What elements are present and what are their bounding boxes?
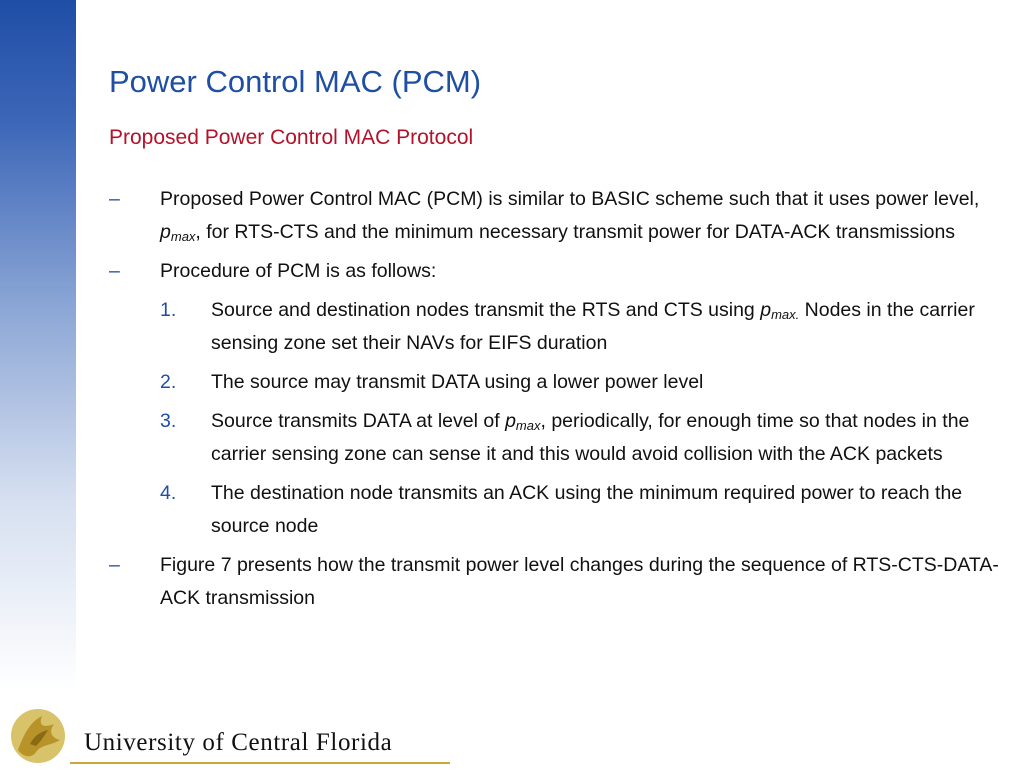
university-wordmark: University of Central Florida xyxy=(84,729,393,756)
pegasus-logo-icon xyxy=(8,706,68,766)
procedure-steps xyxy=(109,294,1004,543)
bullet-dash: – xyxy=(109,554,120,576)
step-item xyxy=(109,477,1004,543)
sidebar-gradient xyxy=(0,0,76,690)
p-max-symbol: $p_{max}$ xyxy=(160,221,196,244)
bullet-text: Proposed Power Control MAC (PCM) is similar to BASIC scheme such that it uses power level, xyxy=(160,188,980,210)
bullet-text: , for RTS-CTS and the minimum necessary transmit power for DATA-ACK transmissions xyxy=(195,221,956,243)
bullet-text: Procedure of PCM is as follows: xyxy=(160,260,437,282)
step-item xyxy=(109,294,1004,360)
step-text: Source transmits DATA at level of xyxy=(211,410,506,432)
slide-title: Power Control MAC (PCM) xyxy=(109,64,482,99)
step-text: The destination node transmits an ACK using the minimum required power to reach the source node xyxy=(211,482,963,537)
p-max-symbol: $p_{max}$ xyxy=(505,410,541,433)
bullet-dash: – xyxy=(109,260,120,282)
step-number: 3. xyxy=(160,410,177,432)
slide-content xyxy=(109,183,1004,621)
slide-subtitle: Proposed Power Control MAC Protocol xyxy=(109,126,474,149)
step-text: Nodes in the carrier sensing zone set their NAVs for EIFS duration xyxy=(211,299,975,354)
bullet-dash: – xyxy=(109,188,120,210)
step-item xyxy=(109,405,1004,471)
step-number: 4. xyxy=(160,482,177,504)
step-number: 1. xyxy=(160,299,177,321)
bullet-item xyxy=(109,549,1004,615)
step-text: , periodically, for enough time so that nodes in the carrier sensing zone can sense it and this would avoid collision with the ACK packets xyxy=(211,410,970,465)
step-text: Source and destination nodes transmit the RTS and CTS using xyxy=(211,299,761,321)
p-max-symbol: $p_{max.}$ xyxy=(760,299,800,322)
bullet-item xyxy=(109,255,1004,288)
bullet-text: Figure 7 presents how the transmit power level changes during the sequence of RTS-CTS-DATA-ACK transmission xyxy=(160,554,999,609)
step-text: The source may transmit DATA using a lower power level xyxy=(211,371,704,393)
bullet-item xyxy=(109,183,1004,249)
footer xyxy=(0,698,1024,768)
step-number: 2. xyxy=(160,371,177,393)
step-item xyxy=(109,366,1004,399)
footer-divider xyxy=(70,762,450,764)
